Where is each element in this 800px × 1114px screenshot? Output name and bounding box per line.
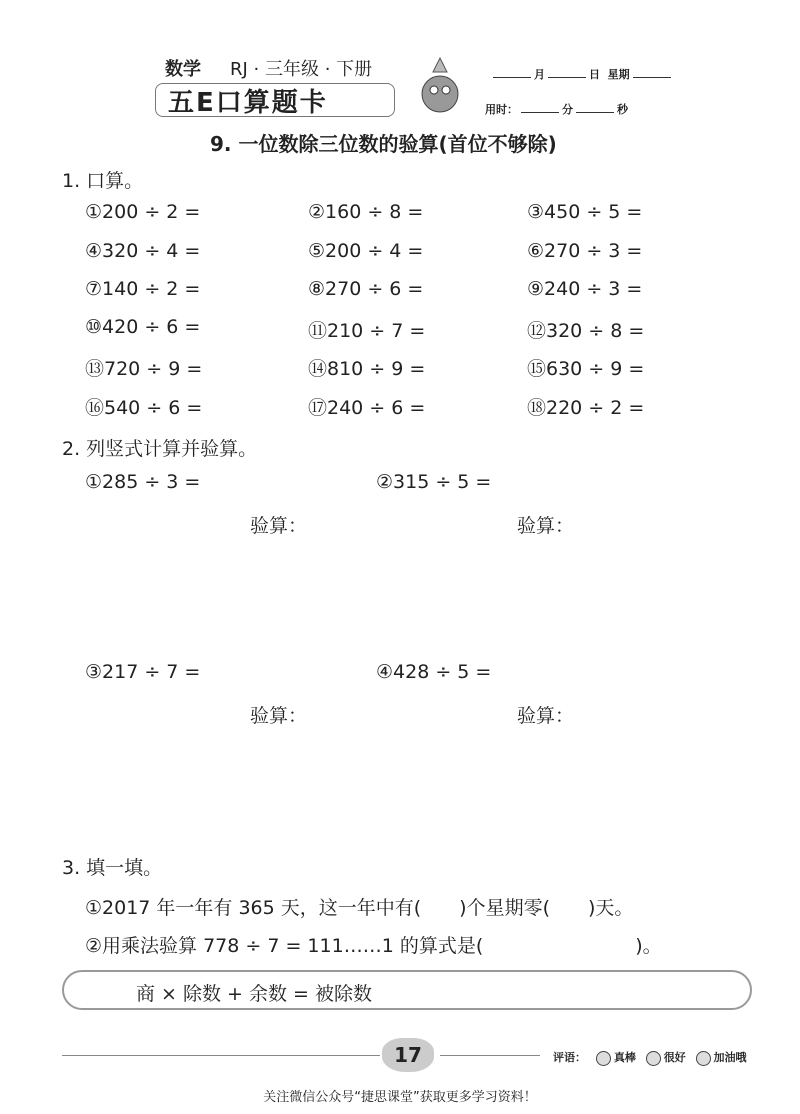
grin-face-icon[interactable] — [596, 1051, 611, 1066]
day-blank[interactable] — [548, 67, 586, 78]
section2-title: 2. 列竖式计算并验算。 — [62, 438, 258, 460]
formula-tip: 商 × 除数 + 余数 = 被除数 — [62, 970, 752, 1010]
rating-label: 评语： — [553, 1051, 586, 1064]
month-blank[interactable] — [493, 67, 531, 78]
rating-bar — [553, 1049, 747, 1066]
worried-face-icon[interactable] — [696, 1051, 711, 1066]
time-fields — [485, 101, 628, 117]
oral-problem: ⑬720 ÷ 9 = — [85, 358, 203, 380]
rating-excellent[interactable]: 真棒 — [613, 1051, 636, 1064]
fill-question-1: ①2017 年一年有 365 天，这一年中有( )个星期零( )天。 — [85, 897, 634, 919]
oral-problem: ②160 ÷ 8 = — [308, 201, 424, 223]
oral-problem: ⑧270 ÷ 6 = — [308, 278, 424, 300]
section1-title: 1. 口算。 — [62, 170, 144, 192]
oral-problem: ⑥270 ÷ 3 = — [527, 240, 643, 262]
oral-problem: ⑮630 ÷ 9 = — [527, 358, 645, 380]
page-number: 17 — [382, 1038, 434, 1072]
oral-problem: ①200 ÷ 2 = — [85, 201, 201, 223]
month-label: 月 — [534, 68, 545, 81]
oral-problem: ⑤200 ÷ 4 = — [308, 240, 424, 262]
oral-problem: ④320 ÷ 4 = — [85, 240, 201, 262]
smile-face-icon[interactable] — [646, 1051, 661, 1066]
minutes-blank[interactable] — [521, 102, 559, 113]
oral-problem: ⑪210 ÷ 7 = — [308, 320, 426, 342]
check-label: 验算： — [250, 515, 308, 537]
divider — [62, 1055, 380, 1056]
oral-problem: ⑩420 ÷ 6 = — [85, 316, 201, 338]
check-label: 验算： — [517, 515, 575, 537]
oral-problem: ⑨240 ÷ 3 = — [527, 278, 643, 300]
oral-problem: ⑱220 ÷ 2 = — [527, 397, 645, 419]
oral-problem: ⑰240 ÷ 6 = — [308, 397, 426, 419]
weekday-label: 星期 — [607, 68, 630, 81]
oral-problem: ⑦140 ÷ 2 = — [85, 278, 201, 300]
problem: ③217 ÷ 7 = — [85, 661, 201, 683]
problem: ④428 ÷ 5 = — [376, 661, 492, 683]
check-label: 验算： — [517, 705, 575, 727]
rating-keep-going[interactable]: 加油哦 — [713, 1051, 747, 1064]
oral-problem: ⑭810 ÷ 9 = — [308, 358, 426, 380]
minutes-label: 分 — [562, 103, 573, 116]
date-fields — [490, 66, 674, 82]
day-label: 日 — [589, 68, 600, 81]
weekday-blank[interactable] — [633, 67, 671, 78]
oral-problem: ③450 ÷ 5 = — [527, 201, 643, 223]
mascot-icon — [415, 52, 465, 122]
rating-good[interactable]: 很好 — [663, 1051, 686, 1064]
fill-question-2: ②用乘法验算 778 ÷ 7 = 111……1 的算式是( )。 — [85, 935, 662, 957]
time-label: 用时： — [485, 103, 518, 116]
subject-label: 数学 — [165, 59, 201, 80]
brand-logo: 五E口算题卡 — [155, 83, 395, 117]
problem: ②315 ÷ 5 = — [376, 471, 492, 493]
lesson-title: 9. 一位数除三位数的验算(首位不够除) — [210, 132, 557, 156]
footer-notice: 关注微信公众号“捷思课堂”获取更多学习资料！ — [263, 1090, 537, 1105]
section3-title: 3. 填一填。 — [62, 857, 163, 879]
check-label: 验算： — [250, 705, 308, 727]
seconds-blank[interactable] — [576, 102, 614, 113]
seconds-label: 秒 — [617, 103, 628, 116]
oral-problem: ⑯540 ÷ 6 = — [85, 397, 203, 419]
oral-problem: ⑫320 ÷ 8 = — [527, 320, 645, 342]
divider — [440, 1055, 540, 1056]
edition-label: RJ · 三年级 · 下册 — [230, 59, 373, 80]
problem: ①285 ÷ 3 = — [85, 471, 201, 493]
